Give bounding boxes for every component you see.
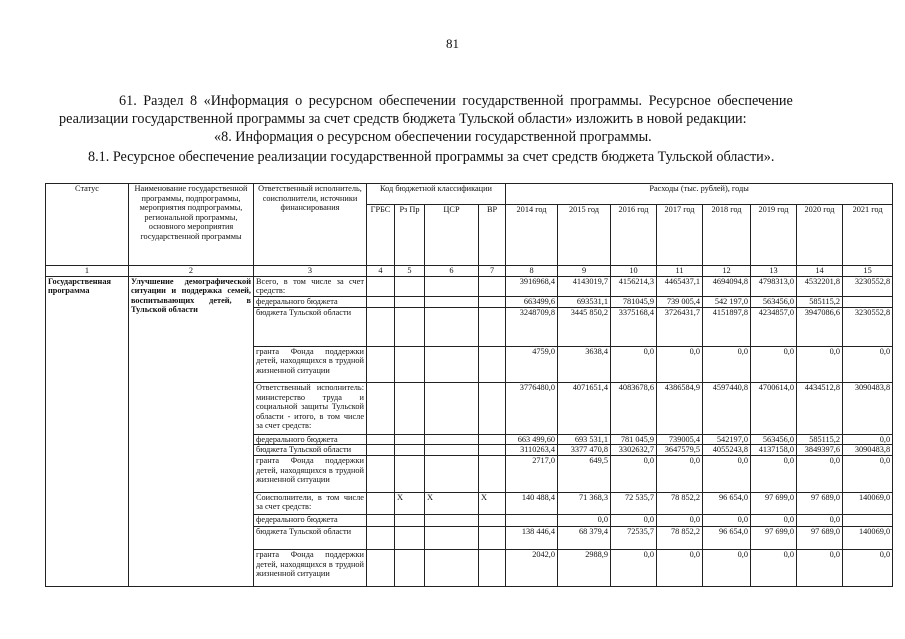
code-cell-rzpr: X [395,492,425,515]
code-cell-vr [479,383,506,434]
code-cell-csr [425,434,479,445]
value-cell: 4798313,0 [751,276,797,296]
value-cell: 3776480,0 [506,383,558,434]
value-cell: 140069,0 [843,492,893,515]
code-cell-csr [425,307,479,346]
value-cell [506,515,558,526]
value-cell: 3638,4 [558,346,611,383]
code-cell-csr [425,515,479,526]
code-cell-rzpr [395,434,425,445]
value-cell: 585115,2 [797,434,843,445]
value-cell: 4156214,3 [611,276,657,296]
code-cell-rzpr [395,307,425,346]
code-cell-rzpr [395,383,425,434]
value-cell: 4071651,4 [558,383,611,434]
value-cell: 4055243,8 [703,445,751,456]
code-cell-vr [479,445,506,456]
value-cell: 3230552,8 [843,307,893,346]
header-budget-code: Код бюджетной классификации [367,184,506,205]
column-number: 11 [657,265,703,276]
value-cell: 0,0 [703,550,751,587]
funding-source-cell: Соисполнители, в том числе за счет средств: [254,492,367,515]
value-cell: 0,0 [611,550,657,587]
column-number: 3 [254,265,367,276]
value-cell: 0,0 [703,515,751,526]
value-cell: 3916968,4 [506,276,558,296]
code-cell-csr [425,550,479,587]
funding-source-cell: Всего, в том числе за счет средств: [254,276,367,296]
value-cell: 4151897,8 [703,307,751,346]
value-cell: 3647579,5 [657,445,703,456]
funding-source-cell: Ответственный исполнитель: министерство труда и социальной защиты Тульской области - итого, в том числе за счет средств: [254,383,367,434]
value-cell: 0,0 [843,550,893,587]
value-cell: 0,0 [797,550,843,587]
column-number: 4 [367,265,395,276]
header-year: 2020 год [797,205,843,265]
value-cell: 0,0 [558,515,611,526]
funding-source-cell: бюджета Тульской области [254,307,367,346]
code-cell-grbs [367,515,395,526]
value-cell: 4137158,0 [751,445,797,456]
value-cell: 4597440,8 [703,383,751,434]
code-cell-vr [479,297,506,308]
value-cell: 4465437,1 [657,276,703,296]
funding-source-cell: бюджета Тульской области [254,526,367,550]
header-rzpr: Рз Пр [395,205,425,265]
funding-source-cell: гранта Фонда поддержки детей, находящихся в трудной жизненной ситуации [254,550,367,587]
code-cell-grbs [367,492,395,515]
funding-source-cell: федерального бюджета [254,515,367,526]
funding-source-cell: гранта Фонда поддержки детей, находящихся в трудной жизненной ситуации [254,456,367,493]
column-number: 8 [506,265,558,276]
code-cell-vr [479,515,506,526]
value-cell: 0,0 [611,346,657,383]
code-cell-grbs [367,276,395,296]
code-cell-vr [479,456,506,493]
header-year: 2021 год [843,205,893,265]
code-cell-rzpr [395,276,425,296]
code-cell-grbs [367,526,395,550]
value-cell: 72535,7 [611,526,657,550]
value-cell: 0,0 [797,456,843,493]
code-cell-vr [479,434,506,445]
header-name: Наименование государственной программы, подпрограммы, мероприятия подпрограммы, региональной программы, основного мероприятия государственной программы [129,184,254,266]
program-name-cell: Улучшение демографической ситуации и поддержка семей, воспитывающих детей, в Тульской области [129,276,254,586]
code-cell-rzpr [395,297,425,308]
value-cell: 4700614,0 [751,383,797,434]
value-cell: 97 699,0 [751,526,797,550]
table-row [46,276,893,296]
value-cell: 0,0 [843,346,893,383]
value-cell: 96 654,0 [703,492,751,515]
value-cell: 739005,4 [657,434,703,445]
value-cell: 739 005,4 [657,297,703,308]
value-cell: 0,0 [843,456,893,493]
header-vr: ВР [479,205,506,265]
value-cell: 0,0 [703,346,751,383]
code-cell-grbs [367,434,395,445]
code-cell-vr [479,276,506,296]
value-cell: 96 654,0 [703,526,751,550]
value-cell: 663499,6 [506,297,558,308]
value-cell: 3090483,8 [843,383,893,434]
column-number: 10 [611,265,657,276]
value-cell: 138 446,4 [506,526,558,550]
value-cell: 0,0 [797,515,843,526]
header-year: 2019 год [751,205,797,265]
value-cell: 4083678,6 [611,383,657,434]
value-cell: 3302632,7 [611,445,657,456]
funding-source-cell: гранта Фонда поддержки детей, находящихся в трудной жизненной ситуации [254,346,367,383]
value-cell: 0,0 [751,456,797,493]
value-cell [843,297,893,308]
value-cell: 542 197,0 [703,297,751,308]
code-cell-rzpr [395,445,425,456]
header-status: Статус [46,184,129,266]
value-cell: 97 699,0 [751,492,797,515]
value-cell: 72 535,7 [611,492,657,515]
code-cell-csr [425,383,479,434]
value-cell: 0,0 [657,550,703,587]
code-cell-vr: X [479,492,506,515]
column-number: 7 [479,265,506,276]
code-cell-grbs [367,346,395,383]
header-year: 2017 год [657,205,703,265]
column-number: 9 [558,265,611,276]
value-cell: 78 852,2 [657,492,703,515]
code-cell-vr [479,307,506,346]
value-cell: 693 531,1 [558,434,611,445]
paragraph-line-1: 61. Раздел 8 «Информация о ресурсном обеспечении государственной программы. Ресурсное обеспечение [119,93,793,109]
header-year: 2014 год [506,205,558,265]
value-cell: 563456,0 [751,297,797,308]
value-cell: 140 488,4 [506,492,558,515]
column-number: 2 [129,265,254,276]
header-year: 2015 год [558,205,611,265]
section-heading: «8. Информация о ресурсном обеспечении государственной программы. [214,129,652,145]
value-cell: 4694094,8 [703,276,751,296]
value-cell: 0,0 [751,550,797,587]
code-cell-rzpr [395,515,425,526]
value-cell: 3110263,4 [506,445,558,456]
header-grbs: ГРБС [367,205,395,265]
value-cell: 3230552,8 [843,276,893,296]
column-number: 13 [751,265,797,276]
column-number: 5 [395,265,425,276]
value-cell: 649,5 [558,456,611,493]
value-cell: 78 852,2 [657,526,703,550]
value-cell: 542197,0 [703,434,751,445]
paragraph-line-2: реализации государственной программы за счет средств бюджета Тульской области» изложить в новой редакции: [59,111,747,127]
value-cell: 563456,0 [751,434,797,445]
value-cell: 0,0 [751,346,797,383]
value-cell: 140069,0 [843,526,893,550]
value-cell: 2988,9 [558,550,611,587]
code-cell-rzpr [395,456,425,493]
value-cell: 4143019,7 [558,276,611,296]
code-cell-vr [479,346,506,383]
code-cell-rzpr [395,526,425,550]
funding-source-cell: федерального бюджета [254,434,367,445]
header-year: 2016 год [611,205,657,265]
value-cell: 781045,9 [611,297,657,308]
code-cell-grbs [367,445,395,456]
code-cell-vr [479,526,506,550]
code-cell-csr [425,276,479,296]
value-cell: 97 689,0 [797,526,843,550]
value-cell: 68 379,4 [558,526,611,550]
column-number: 1 [46,265,129,276]
value-cell: 0,0 [657,456,703,493]
code-cell-rzpr [395,346,425,383]
code-cell-grbs [367,456,395,493]
value-cell: 3090483,8 [843,445,893,456]
value-cell: 3375168,4 [611,307,657,346]
code-cell-grbs [367,550,395,587]
page-number: 81 [446,36,459,51]
value-cell: 3849397,6 [797,445,843,456]
code-cell-grbs [367,383,395,434]
value-cell: 4532201,8 [797,276,843,296]
value-cell: 0,0 [611,456,657,493]
funding-source-cell: федерального бюджета [254,297,367,308]
value-cell: 3248709,8 [506,307,558,346]
value-cell: 0,0 [843,434,893,445]
code-cell-grbs [367,297,395,308]
value-cell: 71 368,3 [558,492,611,515]
code-cell-vr [479,550,506,587]
value-cell: 3377 470,8 [558,445,611,456]
resource-table [45,183,893,587]
value-cell: 781 045,9 [611,434,657,445]
code-cell-csr [425,346,479,383]
value-cell: 0,0 [657,515,703,526]
code-cell-csr [425,297,479,308]
value-cell: 4386584,9 [657,383,703,434]
value-cell: 0,0 [703,456,751,493]
code-cell-rzpr [395,550,425,587]
value-cell: 0,0 [611,515,657,526]
value-cell: 2042,0 [506,550,558,587]
column-number: 12 [703,265,751,276]
value-cell: 4234857,0 [751,307,797,346]
code-cell-csr: X [425,492,479,515]
value-cell: 4759,0 [506,346,558,383]
code-cell-csr [425,456,479,493]
value-cell: 0,0 [657,346,703,383]
subsection-heading: 8.1. Ресурсное обеспечение реализации государственной программы за счет средств бюджета Тульской области». [88,149,775,165]
value-cell: 585115,2 [797,297,843,308]
header-responsible: Ответственный исполнитель, соисполнители, источники финансирования [254,184,367,266]
value-cell: 3445 850,2 [558,307,611,346]
value-cell: 663 499,60 [506,434,558,445]
header-csr: ЦСР [425,205,479,265]
code-cell-csr [425,526,479,550]
column-number: 14 [797,265,843,276]
value-cell: 97 689,0 [797,492,843,515]
funding-source-cell: бюджета Тульской области [254,445,367,456]
value-cell: 693531,1 [558,297,611,308]
value-cell: 0,0 [751,515,797,526]
value-cell: 2717,0 [506,456,558,493]
value-cell: 3726431,7 [657,307,703,346]
column-number: 6 [425,265,479,276]
value-cell [843,515,893,526]
column-number: 15 [843,265,893,276]
code-cell-grbs [367,307,395,346]
code-cell-csr [425,445,479,456]
header-year: 2018 год [703,205,751,265]
status-cell: Государственная программа [46,276,129,586]
value-cell: 3947086,6 [797,307,843,346]
value-cell: 0,0 [797,346,843,383]
header-expenses: Расходы (тыс. рублей), годы [506,184,893,205]
value-cell: 4434512,8 [797,383,843,434]
